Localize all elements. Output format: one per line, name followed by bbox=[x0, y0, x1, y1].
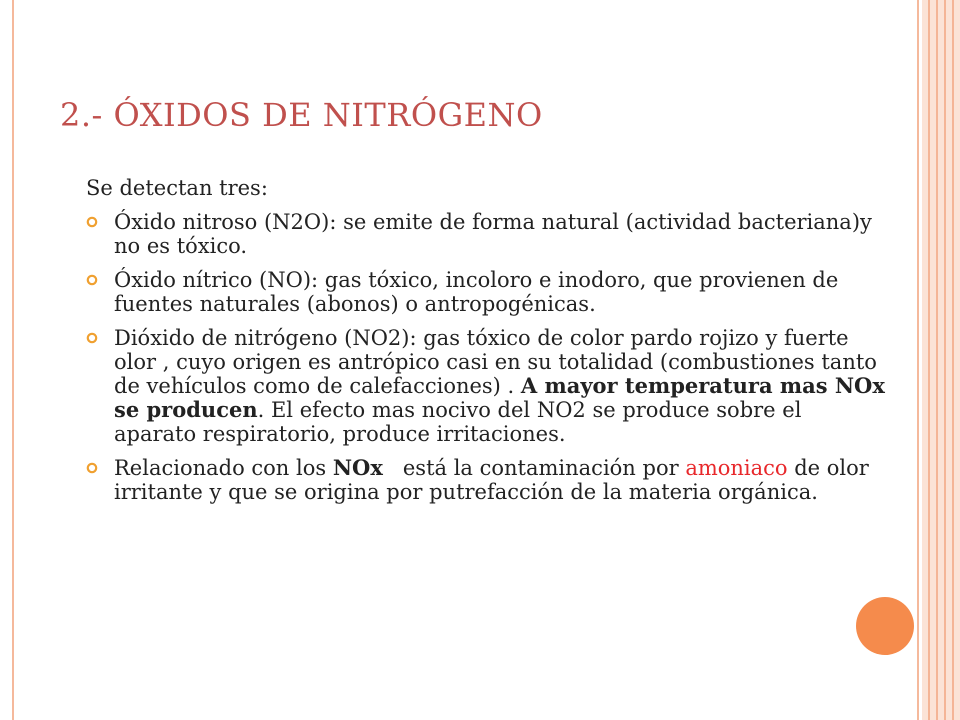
list-item bbox=[86, 456, 886, 504]
slide-title: 2.- ÓXIDOS DE NITRÓGENO bbox=[60, 96, 543, 134]
item-text-part: . El efecto mas nocivo del NO2 se produce sobre el aparato respiratorio, produce irritaciones. bbox=[114, 398, 802, 446]
item-text-part: Dióxido de nitrógeno (NO2): gas tóxico de color pardo rojizo y fuerte olor , cuyo origen es antrópico casi en su totalidad (combustiones tanto de vehículos como de calefacciones) . bbox=[114, 326, 877, 398]
item-text: Óxido nitroso (N2O): se emite de forma natural (actividad bacteriana)y no es tóxico. bbox=[114, 210, 872, 258]
bullet-list bbox=[86, 210, 886, 514]
orange-ring-icon bbox=[86, 332, 98, 344]
orange-ring-icon bbox=[86, 462, 98, 474]
list-item bbox=[86, 268, 886, 316]
decorative-stripes bbox=[922, 0, 960, 720]
item-bold-text: A mayor temperatura mas NOx se producen bbox=[114, 373, 885, 422]
orange-ring-icon bbox=[86, 216, 98, 228]
item-text-part: está la contaminación por bbox=[382, 456, 686, 480]
intro-text: Se detectan tres: bbox=[86, 176, 268, 200]
item-bold-text: NOx bbox=[332, 455, 383, 480]
item-text-part: de olor irritante y que se origina por putrefacción de la materia orgánica. bbox=[114, 456, 869, 504]
decorative-circle bbox=[856, 597, 914, 655]
orange-ring-icon bbox=[86, 274, 98, 286]
list-item bbox=[86, 326, 886, 446]
item-red-text: amoniaco bbox=[685, 456, 788, 480]
item-text-part: Relacionado con los bbox=[114, 456, 333, 480]
list-item bbox=[86, 210, 886, 258]
item-text: Óxido nítrico (NO): gas tóxico, incoloro e inodoro, que provienen de fuentes naturales (abonos) o antropogénicas. bbox=[114, 268, 839, 316]
